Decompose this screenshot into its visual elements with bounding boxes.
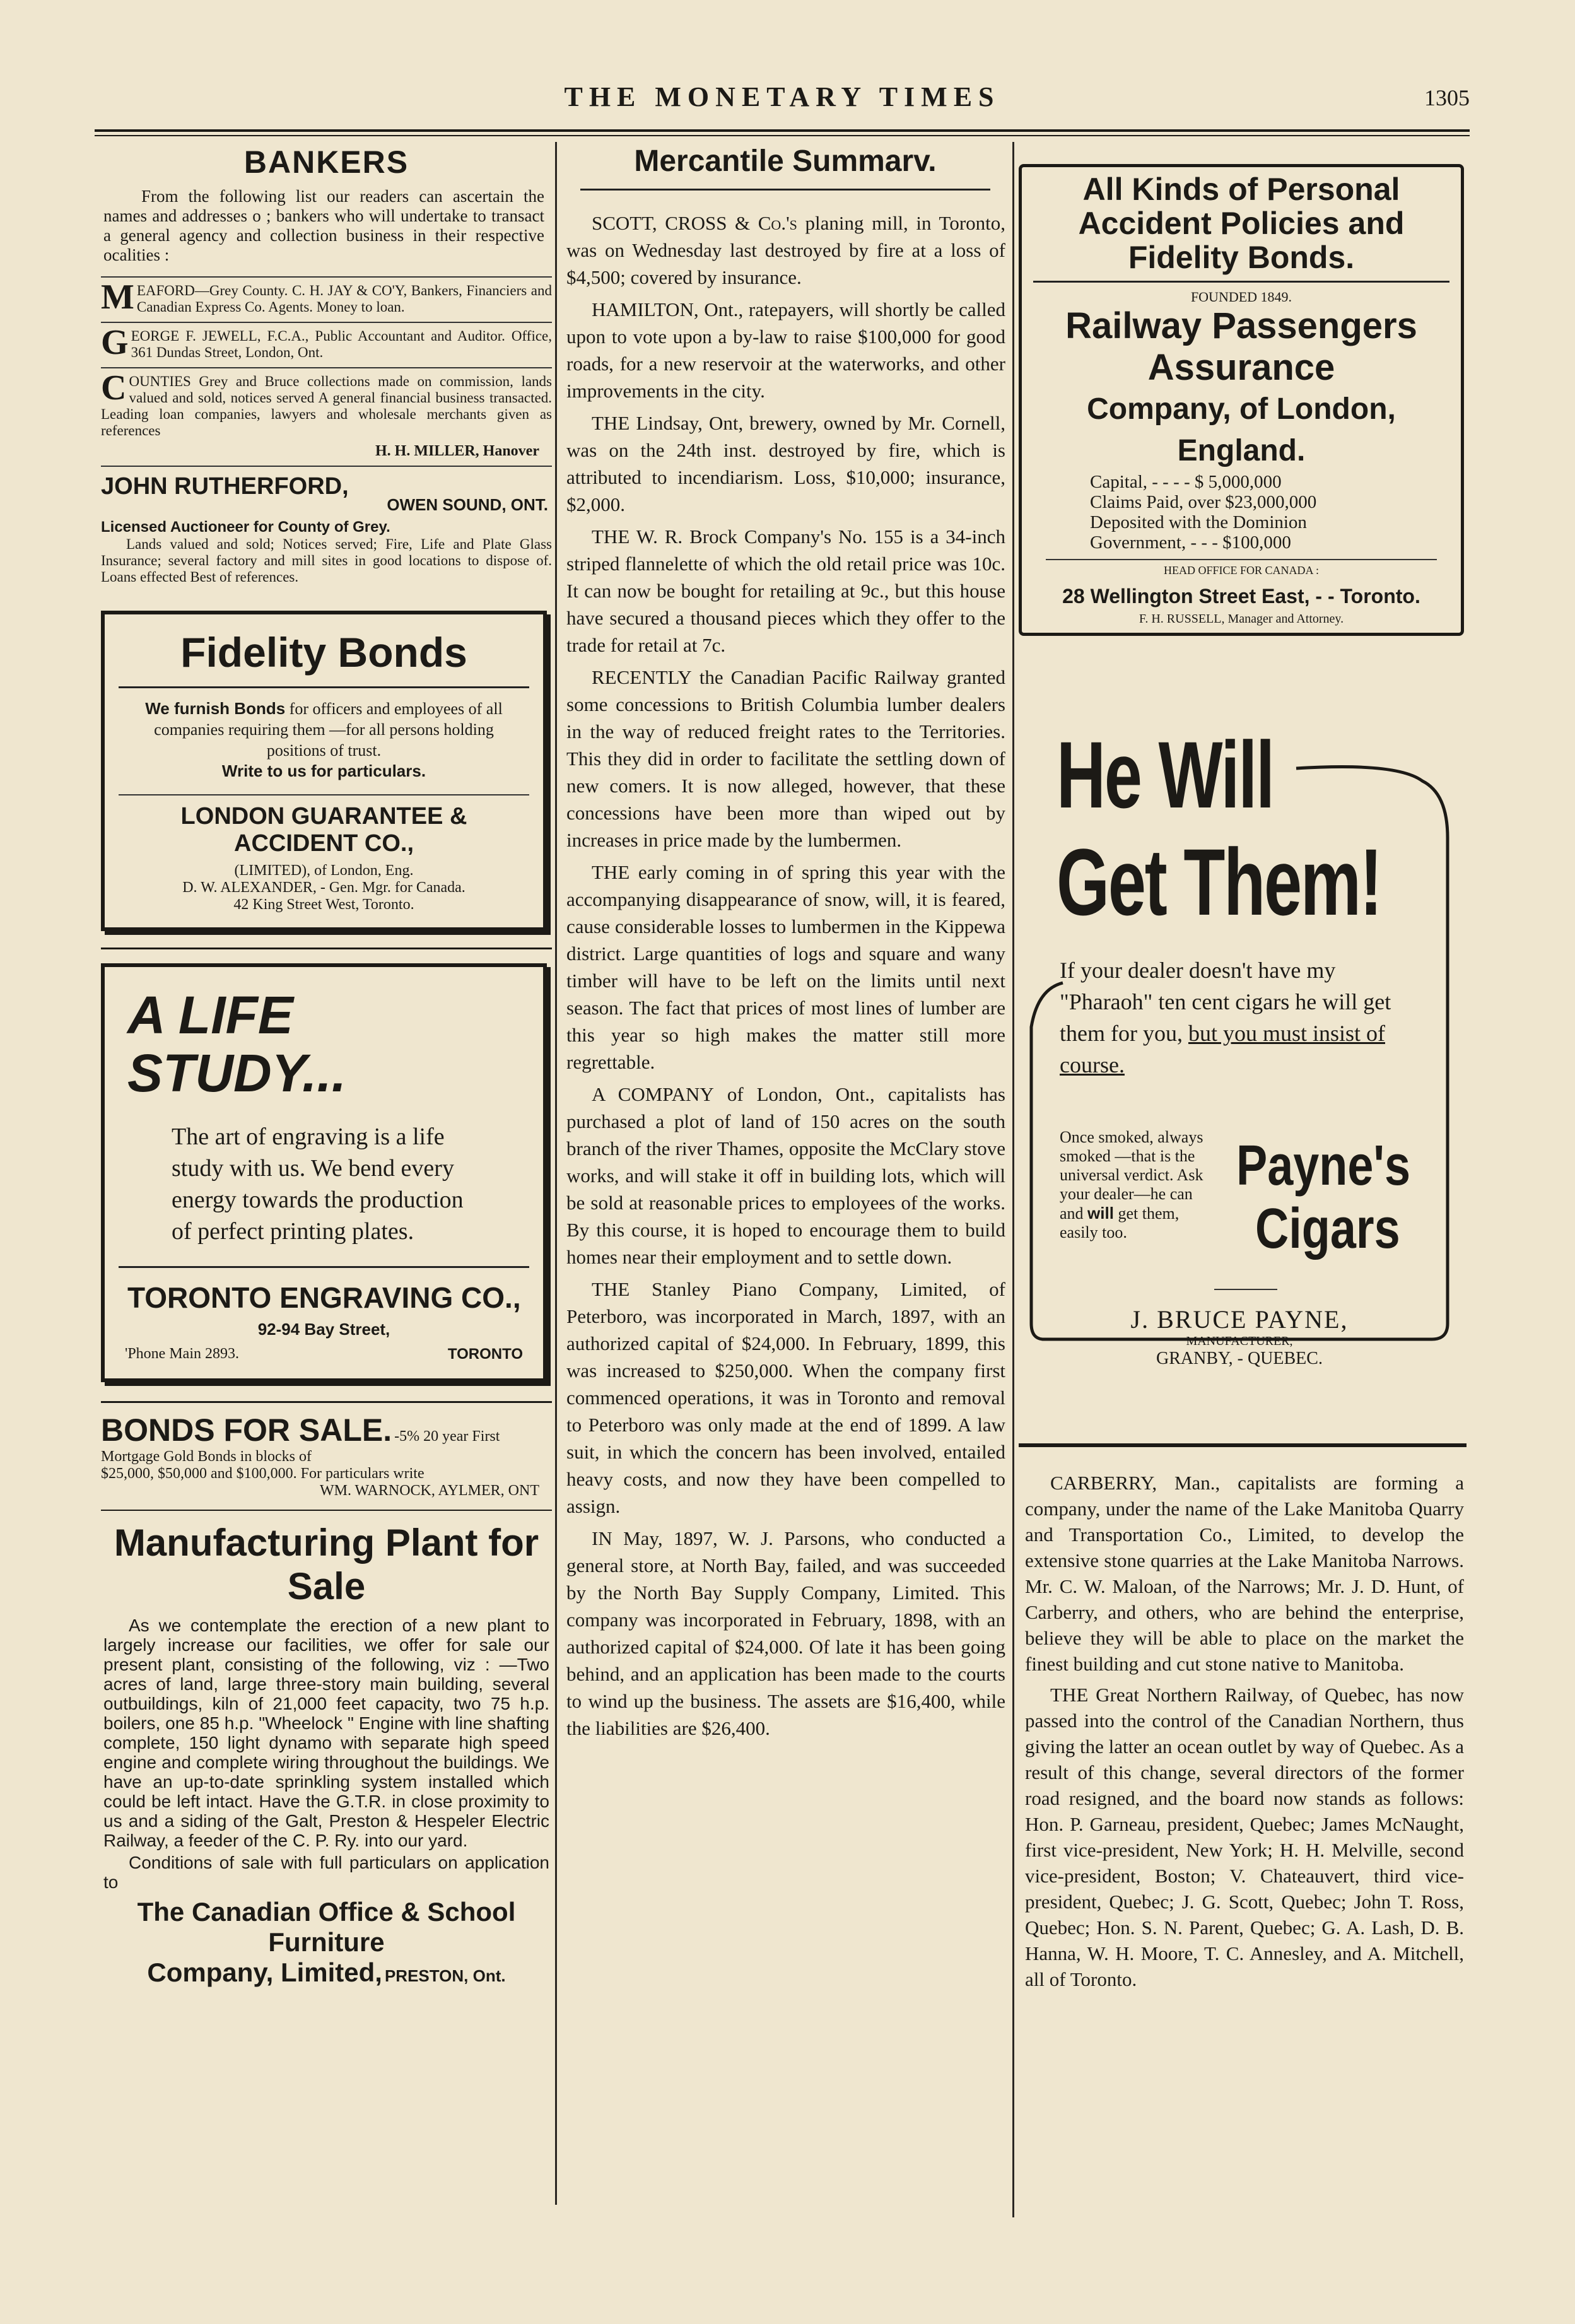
rutherford-listing bbox=[101, 466, 552, 592]
paragraph-lead: THE bbox=[592, 861, 630, 883]
accident-address: 28 Wellington Street East, - - Toronto. bbox=[1062, 585, 1420, 607]
page-header bbox=[95, 81, 1470, 119]
paragraph-text: the Canadian Pacific Railway granted some concessions to British Columbia lumber dealers in the way of reduced freight rates to the Territories. This they did in order to facilitate the settling down of new comers. It is now alleged, however, that these concessions have been more than wiped out by increases in price made by the lumbermen. bbox=[566, 666, 1006, 851]
fidelity-limited: (LIMITED), of London, Eng. bbox=[234, 862, 414, 879]
capital-line: Government, - - - $100,000 bbox=[1090, 532, 1291, 553]
payne-name-line: J. BRUCE PAYNE, bbox=[1130, 1305, 1349, 1334]
header-rule-thin bbox=[95, 135, 1470, 136]
capital-list bbox=[1033, 472, 1449, 553]
entry-text: EORGE F. JEWELL, F.C.A., Public Accountant and Auditor. Office, 361 Dundas Street, London, Ont. bbox=[131, 328, 552, 360]
news-paragraph bbox=[566, 859, 1005, 1081]
accident-policies-ad bbox=[1019, 164, 1464, 636]
masthead-title: THE MONETARY TIMES bbox=[564, 81, 1000, 112]
brand-cigars: Cigars bbox=[1255, 1197, 1400, 1260]
news-paragraph bbox=[566, 409, 1005, 523]
paragraph-lead: RECENTLY bbox=[592, 666, 692, 688]
news-paragraph bbox=[566, 1276, 1005, 1525]
capital-line: Capital, - - - - $ 5,000,000 bbox=[1090, 472, 1282, 492]
bonds-contact: WM. WARNOCK, AYLMER, ONT bbox=[319, 1482, 539, 1499]
news-paragraph bbox=[566, 1525, 1005, 1747]
paragraph-lead: IN bbox=[592, 1527, 612, 1549]
accident-founded: FOUNDED 1849. bbox=[1190, 289, 1292, 305]
life-title bbox=[119, 973, 529, 1108]
pharaoh-text bbox=[1060, 954, 1419, 1081]
engraving-street: 92-94 Bay Street, bbox=[257, 1320, 390, 1339]
bankers-entry bbox=[101, 367, 552, 466]
news-paragraph bbox=[566, 1081, 1005, 1276]
once-smoked-text: Once smoked, always smoked —that is the universal verdict. Ask your dealer—he can and bbox=[1060, 1128, 1203, 1223]
drop-cap: M bbox=[101, 278, 134, 317]
news-paragraph bbox=[566, 664, 1005, 859]
bonds-text: $25,000, $50,000 and $100,000. For particulars write bbox=[101, 1465, 424, 1482]
fidelity-title: Fidelity Bonds bbox=[119, 625, 529, 688]
bankers-intro: From the following list our readers can ascertain the names and addresses o ; bankers who will undertake to transact a general agency and collection business in their respective ocalities : bbox=[103, 187, 544, 264]
bankers-heading: BANKERS bbox=[243, 144, 409, 180]
engraving-city: TORONTO bbox=[447, 1346, 523, 1363]
manufacturing-place: PRESTON, Ont. bbox=[384, 1966, 506, 1985]
accident-title: All Kinds of Personal Accident Policies and Fidelity Bonds. bbox=[1033, 172, 1449, 283]
accident-company-2: Company, of London, England. bbox=[1087, 392, 1396, 467]
column-left bbox=[101, 139, 552, 1988]
drop-cap: C bbox=[101, 368, 127, 408]
rutherford-place: OWEN SOUND, ONT. bbox=[387, 495, 548, 514]
paragraph-text: Ont., ratepayers, will shortly be called upon to vote upon a by-law to raise $100,000 for good roads, for a new reservoir at the waterworks, and other improvements in the city. bbox=[566, 298, 1005, 402]
manufacturing-company-2 bbox=[101, 1957, 552, 1988]
column-middle bbox=[561, 139, 1009, 1747]
payne-cigars-ad bbox=[1019, 724, 1467, 1481]
manufacturing-company-name: Company, Limited, bbox=[147, 1957, 382, 1987]
mercantile-articles bbox=[561, 191, 1009, 1747]
fidelity-text: for officers and employees of all companies requiring them —for all persons holding positions of trust. bbox=[154, 700, 503, 760]
column-divider-1 bbox=[555, 142, 557, 2205]
once-smoked-end: get them, easily too. bbox=[1060, 1204, 1180, 1241]
column-divider-2 bbox=[1012, 142, 1014, 2217]
paragraph-lead: THE bbox=[592, 525, 630, 548]
paragraph-text: W. R. Brock Company's No. 155 is a 34-inch striped flannelette of which the old retail price was 10c. It can now be bought for retailing at 9c., but this house have secured a thousand pieces which they offer to the trade for retail at 7c. bbox=[566, 525, 1005, 656]
accident-manager: F. H. RUSSELL, Manager and Attorney. bbox=[1139, 612, 1344, 626]
rutherford-text: Lands valued and sold; Notices served; Fire, Life and Plate Glass Insurance; several factory and mill sites in good locations to dispose of. Loans effected Best of references. bbox=[101, 536, 552, 585]
fidelity-address: 42 King Street West, Toronto. bbox=[233, 896, 414, 913]
capital-line: Deposited with the Dominion bbox=[1090, 512, 1307, 532]
bonds-title: BONDS FOR SALE. bbox=[101, 1412, 392, 1448]
paragraph-text: of London, Ont., capitalists has purchased a plot of land of 150 acres on the south branch of the river Thames, opposite the McClary stove works, and will stake it off in building lots, which will be sold at reasonable prices to employees of the works. By this course, it is hoped to encourage them to build homes near their employment and to settle down. bbox=[566, 1083, 1005, 1268]
news-paragraph bbox=[1025, 1682, 1464, 1997]
rutherford-subtitle: Licensed Auctioneer for County of Grey. bbox=[101, 519, 390, 536]
paragraph-text: Great Northern Railway, of Quebec, has now passed into the control of the Canadian Northern, thus giving the latter an ocean outlet by way of Quebec. As a result of this change, several directors of the former road resigned, and the board now stands as follows: Hon. P. Garneau, president, Quebec; James McNaught, first vice-president, New York; H. H. Melville, second vice-president, Boston; V. Chateauvert, third vice-president, Quebec; J. G. Scott, Quebec; John T. Ross, Quebec; Hon. S. N. Parent, Quebec; G. A. Lash, D. B. Hanna, W. H. Moore, T. C. Annesley, and A. Mitchell, all of Toronto. bbox=[1025, 1684, 1464, 1990]
fidelity-bonds-ad bbox=[101, 611, 547, 931]
paragraph-lead: THE bbox=[592, 412, 630, 434]
life-title-line2: STUDY... bbox=[127, 1043, 346, 1103]
entry-signature: H. H. MILLER, Hanover bbox=[375, 443, 539, 459]
entry-text: EAFORD—Grey County. C. H. JAY & CO'Y, Bankers, Financiers and Canadian Express Co. Agents. Money to loan. bbox=[136, 283, 552, 315]
accident-company-1: Railway Passengers Assurance bbox=[1065, 305, 1417, 388]
payne-signature bbox=[1057, 1305, 1422, 1369]
pharaoh-text-1: If your dealer doesn't have my "Pharaoh" ten cent cigars he will get them for you, bbox=[1060, 958, 1391, 1046]
paragraph-text: Lindsay, Ont, brewery, owned by Mr. Cornell, was on the 24th inst. destroyed by fire, which is attributed to incendiarism. Loss, $10,000; insurance, $2,000. bbox=[566, 412, 1005, 515]
entry-text: OUNTIES Grey and Bruce collections made on commission, lands valued and sold, notices served A general financial business transacted. Leading loan companies, lawyers and wholesale merchants given as references bbox=[101, 373, 552, 438]
drop-cap: G bbox=[101, 323, 129, 362]
paragraph-lead: CARBERRY, bbox=[1050, 1472, 1157, 1494]
life-title-line1: A LIFE bbox=[127, 985, 293, 1045]
section-rule bbox=[101, 1510, 552, 1511]
news-paragraph bbox=[566, 523, 1005, 664]
payne-divider bbox=[1214, 1289, 1277, 1290]
paragraph-lead: SCOTT, CROSS & Co.'s bbox=[592, 212, 797, 234]
header-rule bbox=[95, 129, 1470, 132]
paragraph-text: Man., capitalists are forming a company, under the name of the Lake Manitoba Quarry and Transportation Co., Limited, to develop the extensive stone quarries at the Lake Manitoba Narrows. Mr. C. W. Maloan, of the Narrows; Mr. J. D. Hunt, of Carberry, and others, who are behind the enterprise, believe they will be able to place on the market the finest building and cut stone native to Manitoba. bbox=[1025, 1472, 1464, 1675]
fidelity-body bbox=[119, 688, 529, 788]
headline-line2: Get Them! bbox=[1057, 829, 1381, 935]
news-paragraph bbox=[1025, 1470, 1464, 1682]
manufacturing-conditions: Conditions of sale with full particulars on application to bbox=[103, 1853, 549, 1892]
paragraph-text: Stanley Piano Company, Limited, of Peterboro, was incorporated in March, 1897, with an authorized capital of $24,000. In February, 1899, this was increased to $250,000. When the company first commenced operations, it was in Toronto and removal to Peterboro was only made at the end of 1899. A law suit, in which the concern has been involved, entailed heavy costs, and now they have been compelled to assign. bbox=[566, 1278, 1005, 1517]
fidelity-lead: We furnish Bonds bbox=[145, 699, 286, 718]
brand-payne: Payne's bbox=[1236, 1134, 1411, 1197]
paragraph-lead: HAMILTON, bbox=[592, 298, 699, 320]
fidelity-company: LONDON GUARANTEE & ACCIDENT CO., bbox=[180, 803, 467, 857]
capital-line: Claims Paid, over $23,000,000 bbox=[1090, 492, 1317, 512]
rutherford-name: JOHN RUTHERFORD, bbox=[101, 473, 349, 500]
manufacturing-title: Manufacturing Plant for Sale bbox=[114, 1522, 539, 1607]
engraving-footer bbox=[119, 1339, 529, 1372]
engraving-phone: 'Phone Main 2893. bbox=[125, 1346, 239, 1362]
section-rule bbox=[101, 1401, 552, 1403]
mercantile-heading: Mercantile Summarv. bbox=[580, 139, 990, 191]
news-paragraph bbox=[566, 209, 1005, 296]
fidelity-manager: D. W. ALEXANDER, - Gen. Mgr. for Canada. bbox=[182, 879, 465, 896]
bankers-entry bbox=[101, 276, 552, 322]
fidelity-write: Write to us for particulars. bbox=[221, 761, 426, 780]
manufacturing-company-1: The Canadian Office & School Furniture bbox=[137, 1897, 516, 1957]
page-number: 1305 bbox=[1424, 85, 1470, 110]
manufacturing-body: As we contemplate the erection of a new plant to largely increase our facilities, we offer for sale our present plant, consisting of the following, viz : —Two acres of land, large three-story main building, several outbuildings, kiln of 21,000 feet capacity, two 75 h.p. boilers, one 85 h.p. "Wheelock " Engine with line shafting complete, 150 light dynamo with separate high speed engine and complete wiring throughout the buildings. We have an up-to-date sprinkling system installed which could be left intact. Have the G.T.R. in close proximity to us and a siding of the Galt, Preston & Hespeler Electric Railway, a feeder of the C. P. Ry. into our yard. bbox=[103, 1616, 549, 1850]
news-paragraph bbox=[566, 296, 1005, 409]
paragraph-lead: A COMPANY bbox=[592, 1083, 714, 1105]
bonds-for-sale bbox=[101, 1412, 552, 1499]
headline-line1: He Will bbox=[1057, 722, 1273, 828]
head-office-label: HEAD OFFICE FOR CANADA : bbox=[1163, 564, 1320, 577]
payne-role: MANUFACTURER, bbox=[1186, 1334, 1293, 1348]
paragraph-text: early coming in of spring this year with the accompanying disappearance of snow, will, it is feared, cause considerable losses to lumbermen in the Kippewa district. Large quantities of logs and square and wany timber will have to be left on the limits until next season. The fact that prices of most lines of lumber are this year so high makes the matter still more regrettable. bbox=[566, 861, 1006, 1073]
life-body: The art of engraving is a life study with us. We bend every energy towards the production of perfect printing plates. bbox=[172, 1124, 464, 1245]
paragraph-text: planing mill, in Toronto, was on Wednesday last destroyed by fire at a loss of $4,500; covered by insurance. bbox=[566, 212, 1006, 288]
right-column-news bbox=[1019, 1470, 1467, 1997]
once-smoked bbox=[1060, 1128, 1211, 1242]
bankers-entry bbox=[101, 322, 552, 367]
once-smoked-will: will bbox=[1087, 1204, 1114, 1223]
paragraph-lead: THE bbox=[592, 1278, 630, 1300]
engraving-company: TORONTO ENGRAVING CO., bbox=[127, 1281, 521, 1314]
life-study-ad bbox=[101, 963, 547, 1382]
column-right bbox=[1019, 164, 1467, 1997]
paragraph-lead: THE bbox=[1050, 1684, 1089, 1706]
section-rule bbox=[101, 948, 552, 949]
payne-place: GRANBY, - QUEBEC. bbox=[1156, 1349, 1323, 1368]
paragraph-text: May, 1897, W. J. Parsons, who conducted a general store, at North Bay, failed, and was succeeded by the North Bay Supply Company, Limited. This company was incorporated in February, 1898, with an authorized capital of $24,000. Of late it has been going behind, and an application has been made to the courts to wind up the business. The assets are $16,400, while the liabilities are $26,400. bbox=[566, 1527, 1006, 1739]
bonds-lead: -5% 20 year First Mortgage Gold Bonds in blocks of bbox=[101, 1428, 500, 1465]
section-rule bbox=[1019, 1443, 1467, 1447]
pharaoh-text-2: but you must insist of course. bbox=[1060, 1021, 1385, 1077]
